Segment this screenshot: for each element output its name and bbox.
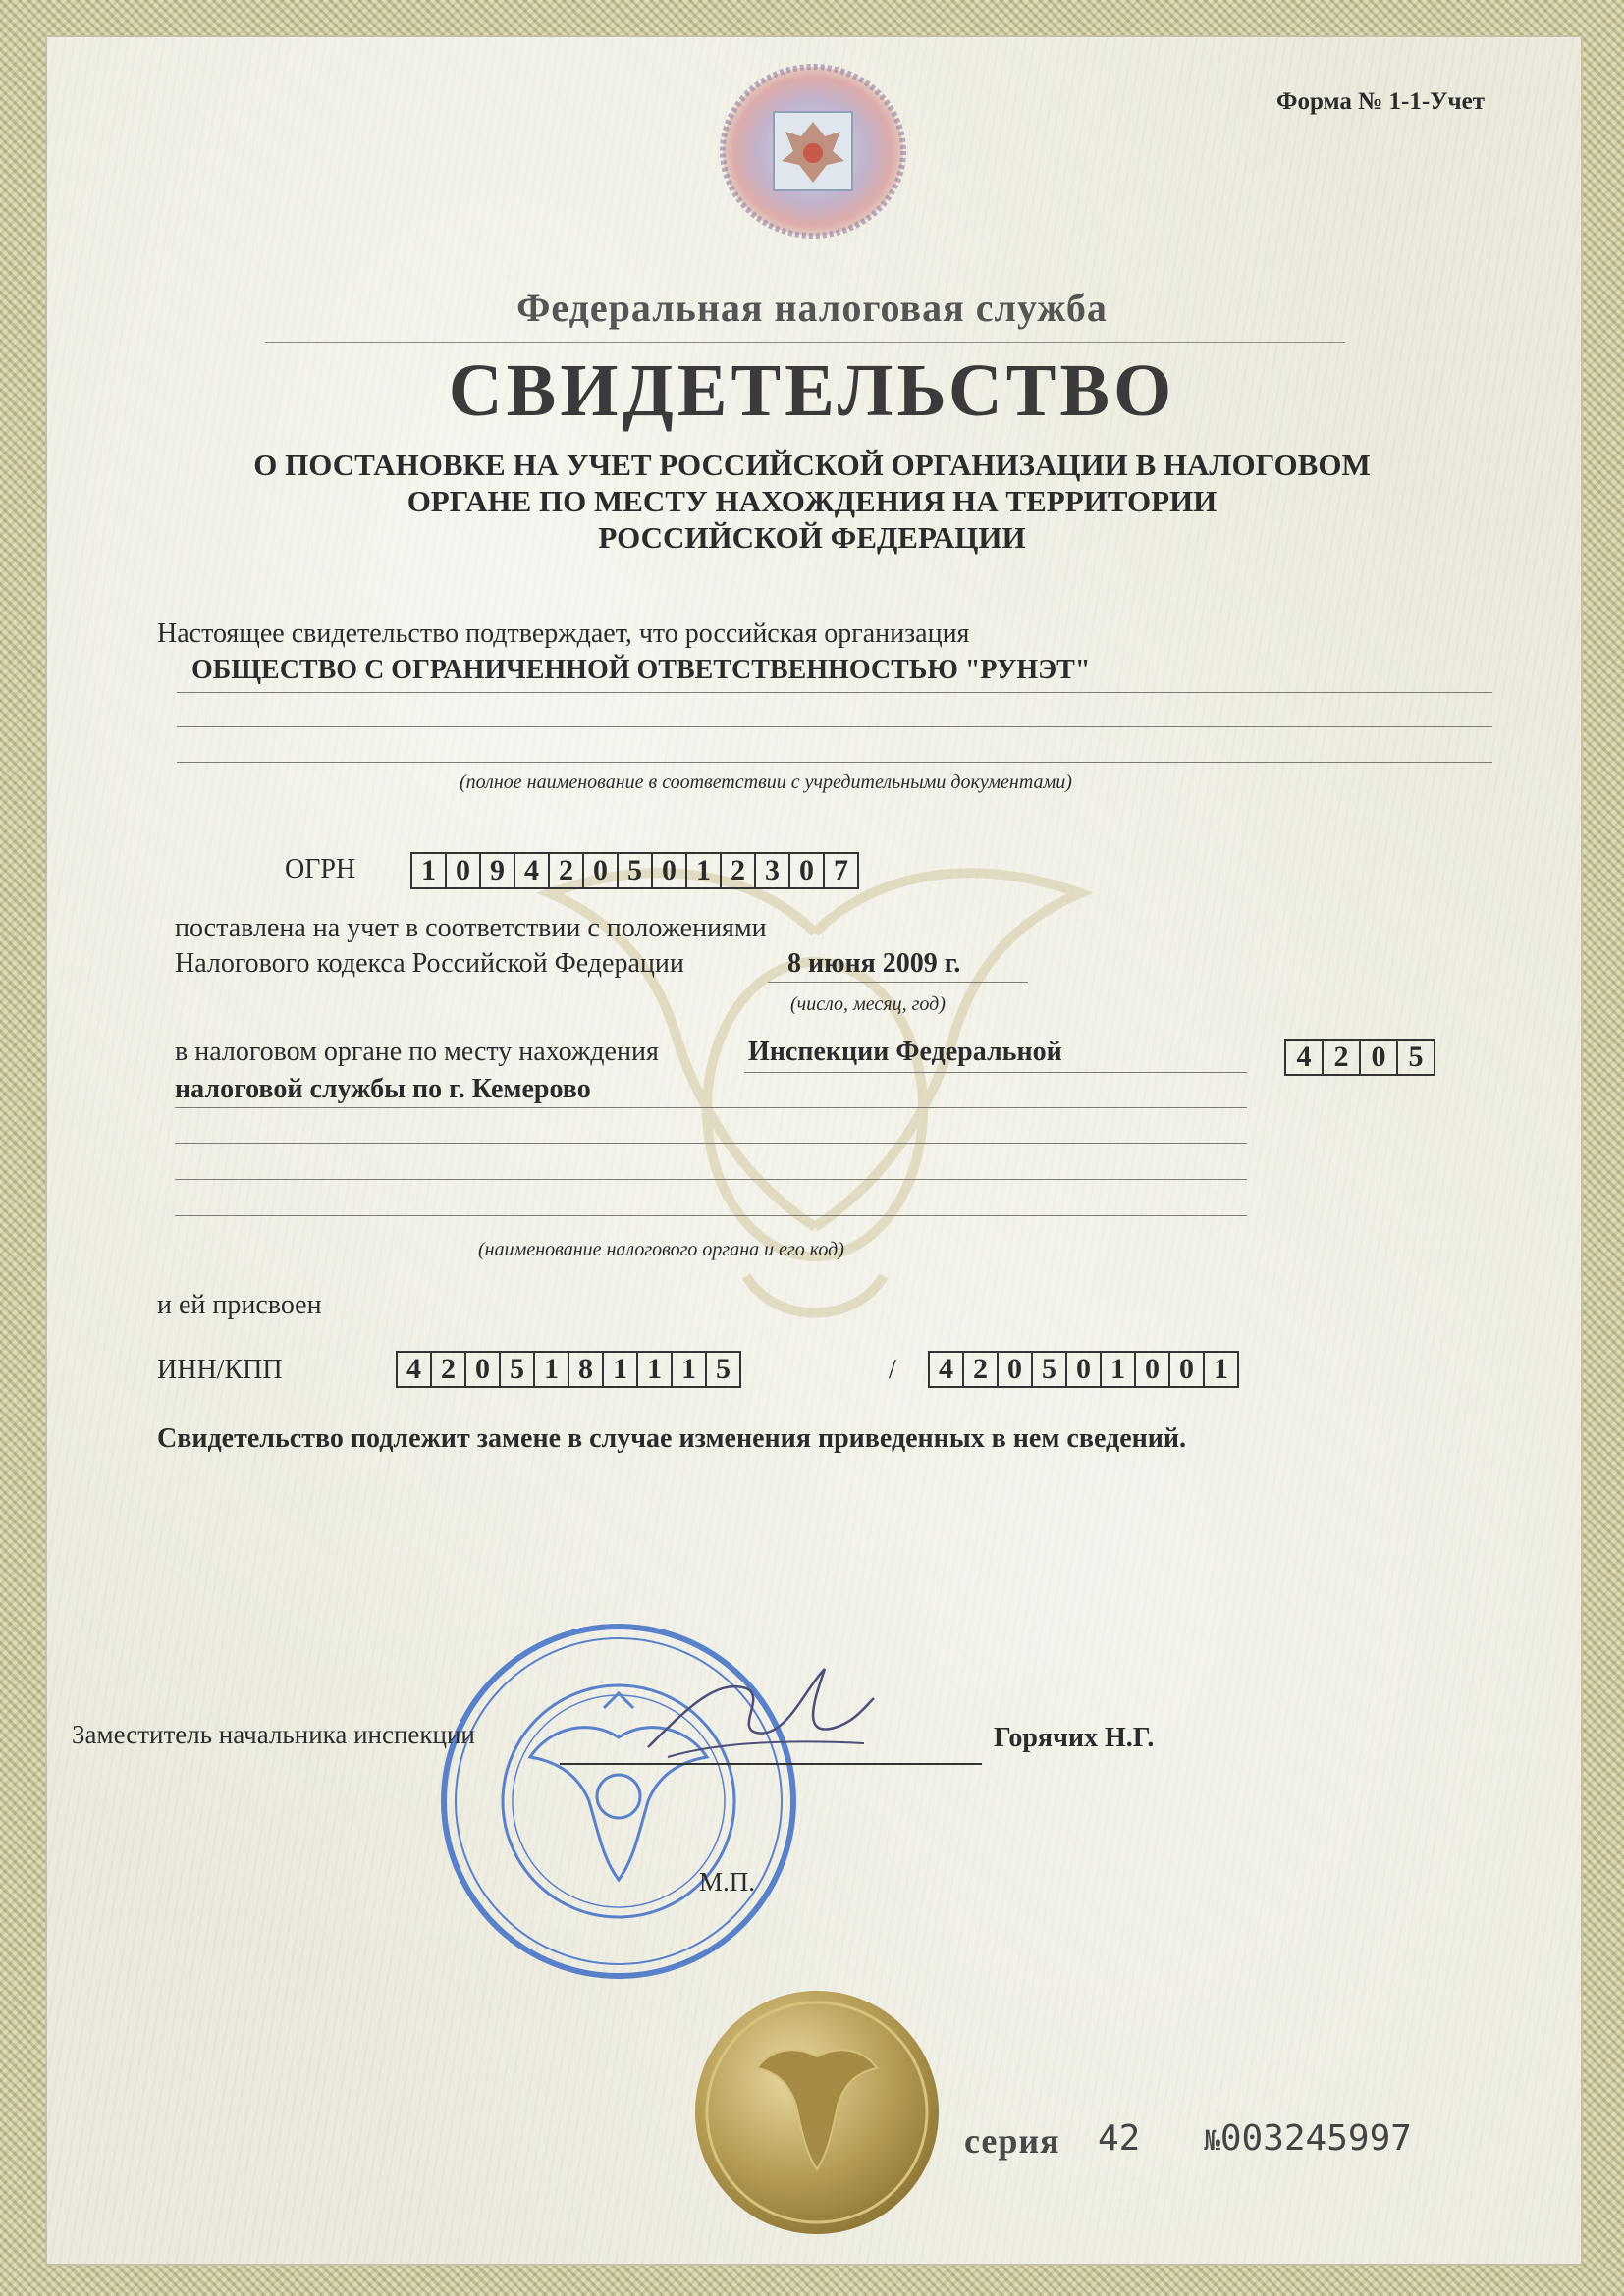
ogrn-digit: 0 [447,854,481,887]
ogrn-digit: 5 [619,854,653,887]
tax-office-code-boxes [1284,1039,1435,1076]
tax-office-code-digit: 5 [1408,1041,1424,1073]
registered-text-1: поставлена на учет в соответствии с положениями [175,913,767,943]
kpp-digit: 1 [1102,1353,1136,1386]
kpp-digit: 1 [1214,1353,1228,1385]
ogrn-digit: 2 [722,854,756,887]
tax-office-line-1 [744,1072,1247,1073]
document-title: СВИДЕТЕЛЬСТВО [448,349,1176,432]
date-caption: (число, месяц, год) [790,993,946,1015]
organization-name: ОБЩЕСТВО С ОГРАНИЧЕННОЙ ОТВЕТСТВЕННОСТЬЮ "РУНЭТ" [191,655,1091,685]
tax-office-name-1: Инспекции Федеральной [748,1037,1062,1067]
kpp-digit: 0 [1067,1353,1102,1386]
serial-number [1204,2118,1412,2159]
ogrn-digit: 0 [584,854,619,887]
ogrn-digit: 0 [653,854,687,887]
tax-office-line-3 [175,1143,1247,1144]
inn-kpp-label: ИНН/КПП [157,1355,283,1385]
kpp-digit: 5 [1033,1353,1067,1386]
signer-title: Заместитель начальника инспекции [72,1720,475,1749]
ogrn-digit: 3 [756,854,790,887]
date-line [768,982,1028,983]
ogrn-digit: 9 [481,854,515,887]
inn-digit: 1 [673,1353,707,1386]
form-number: Форма № 1-1-Учет [1276,88,1485,115]
org-line-3 [177,762,1492,763]
tax-office-caption: (наименование налогового органа и его код) [478,1239,844,1260]
registered-text-2: Налогового кодекса Российской Федерации [175,948,684,979]
number-prefix: № [1204,2124,1220,2157]
ogrn-digit-boxes [410,852,859,889]
inn-digit: 5 [716,1353,731,1385]
kpp-digit: 2 [964,1353,999,1386]
inn-digit: 0 [466,1353,501,1386]
ogrn-digit: 0 [790,854,825,887]
ogrn-digit: 7 [834,854,848,886]
subtitle-line-2: ОРГАНЕ ПО МЕСТУ НАХОЖДЕНИЯ НА ТЕРРИТОРИИ [406,484,1218,518]
registration-date: 8 июня 2009 г. [787,948,961,979]
signature-line [560,1763,982,1765]
kpp-digit: 4 [930,1353,964,1386]
org-line-2 [177,726,1492,727]
inn-kpp-separator: / [889,1355,896,1385]
inn-digit: 1 [604,1353,638,1386]
inn-digit: 8 [569,1353,604,1386]
ogrn-digit: 1 [687,854,722,887]
kpp-digit-boxes [928,1351,1239,1388]
kpp-digit: 0 [999,1353,1033,1386]
tax-office-line-5 [175,1215,1247,1216]
tax-office-line-2 [175,1107,1247,1108]
subtitle-line-3: РОССИЙСКОЙ ФЕДЕРАЦИИ [598,520,1026,555]
serial-number-value: 003245997 [1219,2118,1412,2159]
tax-office-code-digit: 0 [1361,1041,1398,1074]
kpp-digit: 0 [1170,1353,1205,1386]
replacement-notice: Свидетельство подлежит замене в случае изменения приведенных в нем сведений. [157,1423,1187,1454]
document-subtitle [0,447,1624,556]
gold-seal-icon [692,1988,943,2238]
tax-office-code-digit: 2 [1324,1041,1361,1074]
inn-digit: 2 [432,1353,466,1386]
inn-digit: 1 [638,1353,673,1386]
inn-digit-boxes [396,1351,741,1388]
ogrn-digit: 2 [550,854,584,887]
intro-text: Настоящее свидетельство подтверждает, что российская организация [157,618,970,649]
series-label: серия [964,2121,1060,2161]
assigned-text: и ей присвоен [157,1290,322,1320]
hologram-emblem-icon [715,63,911,240]
inn-digit: 4 [398,1353,432,1386]
org-caption: (полное наименование в соответствии с учредительными документами) [460,772,1072,793]
inn-digit: 1 [535,1353,569,1386]
stamp-place-label: М.П. [699,1867,756,1896]
inn-digit: 5 [501,1353,535,1386]
agency-name: Федеральная налоговая служба [516,286,1108,330]
series-value: 42 [1098,2118,1141,2159]
org-line-1 [177,692,1492,693]
tax-office-name-2: налоговой службы по г. Кемерово [175,1074,591,1104]
signer-name: Горячих Н.Г. [994,1723,1155,1753]
tax-office-code-digit: 4 [1286,1041,1324,1074]
tax-office-label: в налоговом органе по месту нахождения [175,1037,659,1067]
agency-underline [265,342,1345,343]
ogrn-digit: 1 [412,854,447,887]
ogrn-digit: 4 [515,854,550,887]
signature-icon [628,1649,884,1777]
subtitle-line-1: О ПОСТАНОВКЕ НА УЧЕТ РОССИЙСКОЙ ОРГАНИЗАЦИИ В НАЛОГОВОМ [253,448,1371,482]
kpp-digit: 0 [1136,1353,1170,1386]
tax-office-line-4 [175,1179,1247,1180]
ogrn-label: ОГРН [285,854,356,884]
